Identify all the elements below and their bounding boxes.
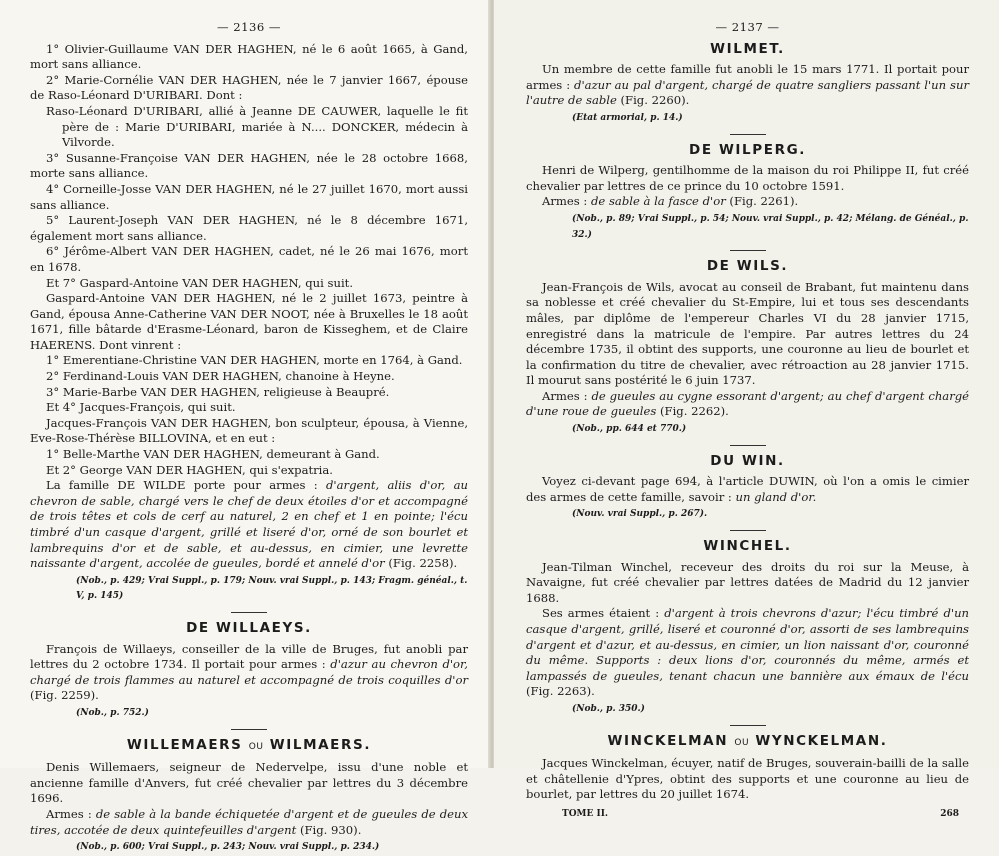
genealogy-entry: 1° Emerentiane-Christine VAN DER HAGHEN, morte en 1764, à Gand. bbox=[46, 353, 463, 368]
heading-willemaers-a: WILLEMAERS bbox=[126, 736, 243, 753]
genealogy-entry: 3° Marie-Barbe VAN DER HAGHEN, religieuse à Beaupré. bbox=[46, 384, 390, 399]
wilmet-text: Un membre de cette famille fut anobli le 15 mars 1771. Il portait pour armes : bbox=[526, 62, 969, 92]
willemaers-arms-paragraph bbox=[30, 807, 468, 838]
wilmet-reference: (Etat armorial, p. 14.) bbox=[572, 112, 683, 123]
section-divider bbox=[231, 612, 267, 613]
wils-reference: (Nob., pp. 644 et 770.) bbox=[572, 424, 687, 435]
win-paragraph bbox=[526, 474, 969, 505]
left-page bbox=[0, 0, 490, 853]
genealogy-entry: 6° Jérôme-Albert VAN DER HAGHEN, cadet, né le 26 mai 1676, mort en 1678. bbox=[30, 244, 468, 274]
heading-winckelman bbox=[526, 734, 969, 752]
heading-wilmet: WILMET. bbox=[710, 40, 785, 57]
wilde-intro: La famille DE WILDE porte pour armes : bbox=[46, 478, 318, 493]
section-divider bbox=[730, 530, 766, 531]
heading-winchel: WINCHEL. bbox=[703, 538, 792, 555]
genealogy-entry: Jacques-François VAN DER HAGHEN, bon sculpteur, épousa, à Vienne, Eve-Rose-Thérèse BILLOVINA, et en eut : bbox=[30, 415, 468, 446]
winckelman-text: Jacques Winckelman, écuyer, natif de Bruges, souverain-bailli de la salle et châtellenie d'Ypres, obtint des supports et une couronne au lieu de bourlet, par lettres du 20 juillet 1674. bbox=[526, 756, 969, 802]
wilperg-arms: de sable à la fasce d'or bbox=[591, 194, 726, 209]
heading-winckelman-b: WYNCKELMAN. bbox=[755, 732, 888, 749]
genealogy-entry: 5° Laurent-Joseph VAN DER HAGHEN, né le 8 décembre 1671, également mort sans alliance. bbox=[30, 213, 468, 243]
willemaers-fig: (Fig. 930). bbox=[299, 822, 362, 837]
genealogy-entry: 4° Corneille-Josse VAN DER HAGHEN, né le 27 juillet 1670, mort aussi sans alliance. bbox=[30, 181, 468, 212]
genealogy-entry: Raso-Léonard D'URIBARI, allié à Jeanne DE CAUWER, laquelle le fit père de : Marie D'URIBARI, mariée à N.... DONCKER, médecin à Vilvorde. bbox=[46, 103, 468, 150]
signature-number: 268 bbox=[940, 808, 959, 819]
wilmet-arms: d'azur au pal d'argent, chargé de quatre sangliers passant l'un sur l'autre de sable bbox=[526, 77, 969, 108]
wilperg-arms-paragraph bbox=[526, 194, 969, 210]
heading-willaeys: DE WILLAEYS. bbox=[186, 619, 312, 636]
willaeys-arms: d'azur au chevron d'or, chargé de trois flammes au naturel et accompagné de trois coquilles d'or bbox=[30, 657, 468, 687]
wils-arms-label: Armes : bbox=[542, 388, 588, 403]
heading-win: DU WIN. bbox=[710, 452, 785, 469]
wilperg-text: Henri de Wilperg, gentilhomme de la maison du roi Philippe II, fut créé chevalier par lettres de ce prince du 10 octobre 1591. bbox=[526, 163, 969, 193]
win-cimier: un gland d'or. bbox=[735, 489, 817, 504]
heading-winckelman-a: WINCKELMAN bbox=[607, 732, 729, 749]
wilde-reference: (Nob., p. 429; Vrai Suppl., p. 179; Nouv. vrai Suppl., p. 143; Fragm. généal., t. V, p. 145) bbox=[76, 575, 468, 602]
page-number: — 2137 — bbox=[715, 20, 780, 34]
win-reference: (Nouv. vrai Suppl., p. 267). bbox=[572, 509, 708, 520]
section-divider bbox=[730, 445, 766, 446]
heading-willemaers-ou: OU bbox=[248, 741, 264, 752]
genealogy-entry: 2° Ferdinand-Louis VAN DER HAGHEN, chanoine à Heyne. bbox=[46, 369, 395, 384]
wils-fig: (Fig. 2262). bbox=[660, 404, 729, 419]
wilde-arms: d'argent, aliis d'or, au chevron de sable, chargé vers le chef de deux étoiles d'or et accompagné de trois têtes et cols de cerf au naturel, 2 en chef et 1 en pointe; l'écu timbré d'un casque d'argent, grillé et liseré d'or, orné de son bourlet et lambrequins d'or et de sable, et au-dessus, en cimier, une levrette naissante d'argent, accolée de gueules, bordé et annelé d'or bbox=[30, 478, 469, 571]
section-divider bbox=[730, 725, 766, 726]
heading-willemaers bbox=[30, 738, 468, 756]
genealogy-entry: Et 4° Jacques-François, qui suit. bbox=[46, 400, 236, 415]
willaeys-reference: (Nob., p. 752.) bbox=[76, 707, 149, 718]
heading-willemaers-b: WILMAERS. bbox=[269, 736, 372, 753]
genealogy-entry: Gaspard-Antoine VAN DER HAGHEN, né le 2 juillet 1673, peintre à Gand, épousa Anne-Catherine VAN DER NOOT, née à Bruxelles le 18 août 1671, fille bâtarde d'Erasme-Léonard, baron de Kisseghem, et de Claire HAERENS. Dont vinrent : bbox=[30, 291, 468, 352]
genealogy-entry: 1° Olivier-Guillaume VAN DER HAGHEN, né le 6 août 1665, à Gand, mort sans alliance. bbox=[30, 41, 468, 72]
heading-wilperg: DE WILPERG. bbox=[689, 141, 806, 158]
wilde-arms-paragraph bbox=[30, 478, 468, 572]
section-divider bbox=[231, 729, 267, 730]
wilperg-fig: (Fig. 2261). bbox=[729, 194, 799, 209]
wilmet-paragraph bbox=[526, 62, 969, 109]
winchel-arms-label: Ses armes étaient : bbox=[542, 606, 660, 621]
section-divider bbox=[730, 250, 766, 251]
winchel-reference: (Nob., p. 350.) bbox=[572, 703, 645, 714]
heading-winckelman-ou: OU bbox=[734, 737, 750, 748]
wilperg-arms-label: Armes : bbox=[542, 194, 588, 209]
win-text: Voyez ci-devant page 694, à l'article DUWIN, où l'on a omis le cimier des armes de cette famille, savoir : bbox=[526, 474, 969, 504]
willemaers-arms: de sable à la bande échiquetée d'argent et de gueules de deux tires, accotée de deux quintefeuilles d'argent bbox=[30, 806, 469, 837]
heading-wils: DE WILS. bbox=[706, 258, 789, 275]
winchel-fig: (Fig. 2263). bbox=[526, 684, 595, 699]
genealogy-entry: 3° Susanne-Françoise VAN DER HAGHEN, née le 28 octobre 1668, morte sans alliance. bbox=[30, 150, 468, 181]
wils-arms-paragraph bbox=[526, 389, 969, 420]
willaeys-text: François de Willaeys, conseiller de la ville de Bruges, fut anobli par lettres du 2 octobre 1734. Il portait pour armes : bbox=[30, 641, 468, 672]
genealogy-entry: Et 2° George VAN DER HAGHEN, qui s'expatria. bbox=[46, 462, 333, 477]
wilde-fig: (Fig. 2258). bbox=[388, 556, 458, 571]
wilperg-reference: (Nob., p. 89; Vrai Suppl., p. 54; Nouv. vrai Suppl., p. 42; Mélang. de Généal., p. 32.) bbox=[572, 213, 969, 240]
genealogy-entry: Et 7° Gaspard-Antoine VAN DER HAGHEN, qui suit. bbox=[46, 275, 354, 290]
section-divider bbox=[730, 134, 766, 135]
winchel-arms: d'argent à trois chevrons d'azur; l'écu timbré d'un casque d'argent, grillé, liseré et couronné d'or, assorti de ses lambrequins d'argent et d'azur, et au-dessus, en cimier, un lion naissant d'or, couronné du même. Supports : deux lions d'or, couronnés du même, armés et lampassés de gueules, tenant chacun une bannière aux émaux de l'écu bbox=[526, 606, 970, 683]
willemaers-text: Denis Willemaers, seigneur de Nedervelpe, issu d'une noble et ancienne famille d'Anvers, fut créé chevalier par lettres du 3 décembre 1696. bbox=[30, 760, 468, 806]
winchel-arms-paragraph bbox=[526, 606, 969, 700]
genealogy-entry: 1° Belle-Marthe VAN DER HAGHEN, demeurant à Gand. bbox=[46, 447, 380, 462]
page-number: — 2136 — bbox=[216, 20, 282, 34]
willaeys-paragraph bbox=[30, 642, 468, 704]
winchel-text: Jean-Tilman Winchel, receveur des droits du roi sur la Meuse, à Navaigne, fut créé chevalier par lettres datées de Madrid du 12 janvier 1688. bbox=[526, 559, 969, 605]
wilmet-fig: (Fig. 2260). bbox=[620, 93, 690, 108]
right-page bbox=[494, 0, 999, 819]
page-footer bbox=[526, 807, 969, 823]
willaeys-fig: (Fig. 2259). bbox=[30, 688, 99, 703]
willemaers-reference: (Nob., p. 600; Vrai Suppl., p. 243; Nouv. vrai Suppl., p. 234.) bbox=[76, 842, 380, 853]
willemaers-arms-label: Armes : bbox=[46, 806, 92, 821]
wils-text: Jean-François de Wils, avocat au conseil de Brabant, fut maintenu dans sa noblesse et créé chevalier du St-Empire, lui et tous ses descendants mâles, par diplôme de l'empereur Charles VI du 28 janvier 1715, enregistré dans la matricule de l'empire. Par autres lettres du 24 décembre 1735, il obtint des supports, une couronne au lieu de bourlet et la confirmation du titre de chevalier, avec rétroaction au 28 janvier 1715. Il mourut sans postérité le 6 juin 1737. bbox=[526, 279, 969, 388]
wils-arms: de gueules au cygne essorant d'argent; au chef d'argent chargé d'une roue de gueules bbox=[526, 388, 970, 419]
volume-label: TOME II. bbox=[562, 808, 609, 819]
genealogy-entry: 2° Marie-Cornélie VAN DER HAGHEN, née le 7 janvier 1667, épouse de Raso-Léonard D'URIBARI. Dont : bbox=[30, 72, 468, 103]
